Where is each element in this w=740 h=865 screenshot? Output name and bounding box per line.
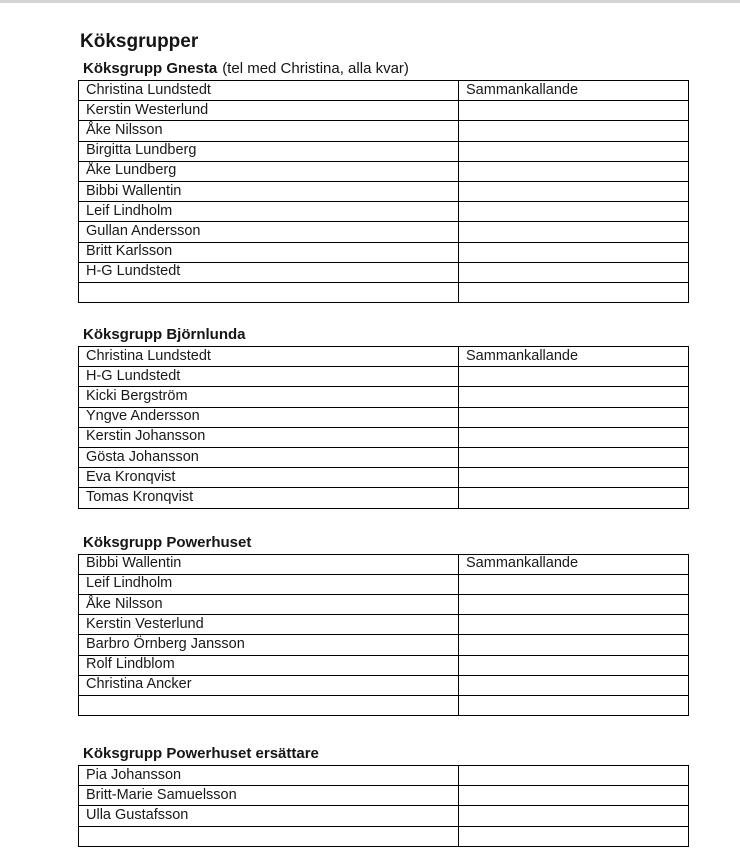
- role-cell: [459, 806, 689, 826]
- members-table-body: [79, 347, 689, 509]
- role-cell: [459, 766, 689, 786]
- sections-container: [78, 61, 664, 847]
- table-row: [79, 554, 689, 574]
- section-heading: [83, 746, 664, 761]
- member-name-cell: Kicki Bergström: [79, 387, 459, 407]
- table-row: [79, 695, 689, 715]
- role-cell: [459, 141, 689, 161]
- table-row: [79, 675, 689, 695]
- table-row: [79, 826, 689, 846]
- role-cell: [459, 468, 689, 488]
- table-row: [79, 367, 689, 387]
- section-heading-title: Köksgrupp Björnlunda: [83, 326, 246, 344]
- member-name-cell: Tomas Kronqvist: [79, 488, 459, 508]
- members-table: [78, 765, 689, 847]
- role-cell: [459, 387, 689, 407]
- table-row: [79, 427, 689, 447]
- member-name-cell: Eva Kronqvist: [79, 468, 459, 488]
- kitchen-group-section: [78, 746, 664, 847]
- kitchen-group-section: [78, 327, 664, 509]
- table-row: [79, 468, 689, 488]
- member-name-cell: [79, 695, 459, 715]
- member-name-cell: Rolf Lindblom: [79, 655, 459, 675]
- table-row: [79, 282, 689, 302]
- role-cell: [459, 161, 689, 181]
- member-name-cell: Gullan Andersson: [79, 222, 459, 242]
- member-name-cell: Leif Lindholm: [79, 202, 459, 222]
- section-heading: [83, 535, 664, 550]
- table-row: [79, 101, 689, 121]
- role-cell: [459, 427, 689, 447]
- member-name-cell: [79, 282, 459, 302]
- role-cell: [459, 222, 689, 242]
- member-name-cell: Birgitta Lundberg: [79, 141, 459, 161]
- member-name-cell: Britt-Marie Samuelsson: [79, 786, 459, 806]
- kitchen-group-section: [78, 535, 664, 717]
- role-cell: Sammankallande: [459, 81, 689, 101]
- members-table: [78, 80, 689, 303]
- table-row: [79, 786, 689, 806]
- section-heading: [83, 61, 664, 76]
- role-cell: [459, 488, 689, 508]
- role-cell: [459, 121, 689, 141]
- member-name-cell: Christina Ancker: [79, 675, 459, 695]
- table-row: [79, 387, 689, 407]
- role-cell: [459, 786, 689, 806]
- role-cell: [459, 826, 689, 846]
- role-cell: [459, 594, 689, 614]
- member-name-cell: Åke Nilsson: [79, 121, 459, 141]
- role-cell: [459, 574, 689, 594]
- member-name-cell: Åke Lundberg: [79, 161, 459, 181]
- role-cell: [459, 282, 689, 302]
- member-name-cell: Bibbi Wallentin: [79, 554, 459, 574]
- role-cell: [459, 407, 689, 427]
- members-table-body: [79, 554, 689, 716]
- role-cell: [459, 101, 689, 121]
- table-row: [79, 181, 689, 201]
- member-name-cell: Gösta Johansson: [79, 448, 459, 468]
- role-cell: [459, 675, 689, 695]
- member-name-cell: Yngve Andersson: [79, 407, 459, 427]
- members-table-body: [79, 766, 689, 847]
- member-name-cell: Leif Lindholm: [79, 574, 459, 594]
- member-name-cell: Christina Lundstedt: [79, 81, 459, 101]
- members-table: [78, 346, 689, 509]
- table-row: [79, 222, 689, 242]
- table-row: [79, 141, 689, 161]
- members-table: [78, 554, 689, 717]
- table-row: [79, 806, 689, 826]
- kitchen-group-section: [78, 61, 664, 303]
- member-name-cell: Bibbi Wallentin: [79, 181, 459, 201]
- table-row: [79, 766, 689, 786]
- member-name-cell: Kerstin Johansson: [79, 427, 459, 447]
- table-row: [79, 615, 689, 635]
- table-row: [79, 407, 689, 427]
- table-row: [79, 347, 689, 367]
- role-cell: [459, 181, 689, 201]
- member-name-cell: H-G Lundstedt: [79, 367, 459, 387]
- member-name-cell: Britt Karlsson: [79, 242, 459, 262]
- table-row: [79, 488, 689, 508]
- role-cell: [459, 635, 689, 655]
- table-row: [79, 635, 689, 655]
- member-name-cell: [79, 826, 459, 846]
- role-cell: [459, 655, 689, 675]
- document-title: Köksgrupper: [80, 31, 199, 52]
- table-row: [79, 242, 689, 262]
- section-heading-title: Köksgrupp Powerhuset ersättare: [83, 745, 319, 763]
- role-cell: Sammankallande: [459, 554, 689, 574]
- section-heading: [83, 327, 664, 342]
- member-name-cell: H-G Lundstedt: [79, 262, 459, 282]
- member-name-cell: Pia Johansson: [79, 766, 459, 786]
- member-name-cell: Barbro Örnberg Jansson: [79, 635, 459, 655]
- role-cell: [459, 695, 689, 715]
- table-row: [79, 448, 689, 468]
- role-cell: [459, 242, 689, 262]
- member-name-cell: Ulla Gustafsson: [79, 806, 459, 826]
- table-row: [79, 202, 689, 222]
- section-heading-title: Köksgrupp Powerhuset: [83, 533, 252, 551]
- member-name-cell: Christina Lundstedt: [79, 347, 459, 367]
- page-top-edge: [0, 0, 740, 3]
- table-row: [79, 161, 689, 181]
- table-row: [79, 81, 689, 101]
- table-row: [79, 594, 689, 614]
- role-cell: [459, 367, 689, 387]
- member-name-cell: Kerstin Westerlund: [79, 101, 459, 121]
- table-row: [79, 121, 689, 141]
- member-name-cell: Åke Nilsson: [79, 594, 459, 614]
- document-content: [78, 30, 664, 847]
- role-cell: [459, 262, 689, 282]
- table-row: [79, 262, 689, 282]
- section-heading-title: Köksgrupp Gnesta: [83, 60, 218, 77]
- role-cell: [459, 615, 689, 635]
- members-table-body: [79, 81, 689, 303]
- member-name-cell: Kerstin Vesterlund: [79, 615, 459, 635]
- role-cell: [459, 448, 689, 468]
- table-row: [79, 655, 689, 675]
- role-cell: Sammankallande: [459, 347, 689, 367]
- role-cell: [459, 202, 689, 222]
- table-row: [79, 574, 689, 594]
- section-heading-note: (tel med Christina, alla kvar): [222, 60, 409, 77]
